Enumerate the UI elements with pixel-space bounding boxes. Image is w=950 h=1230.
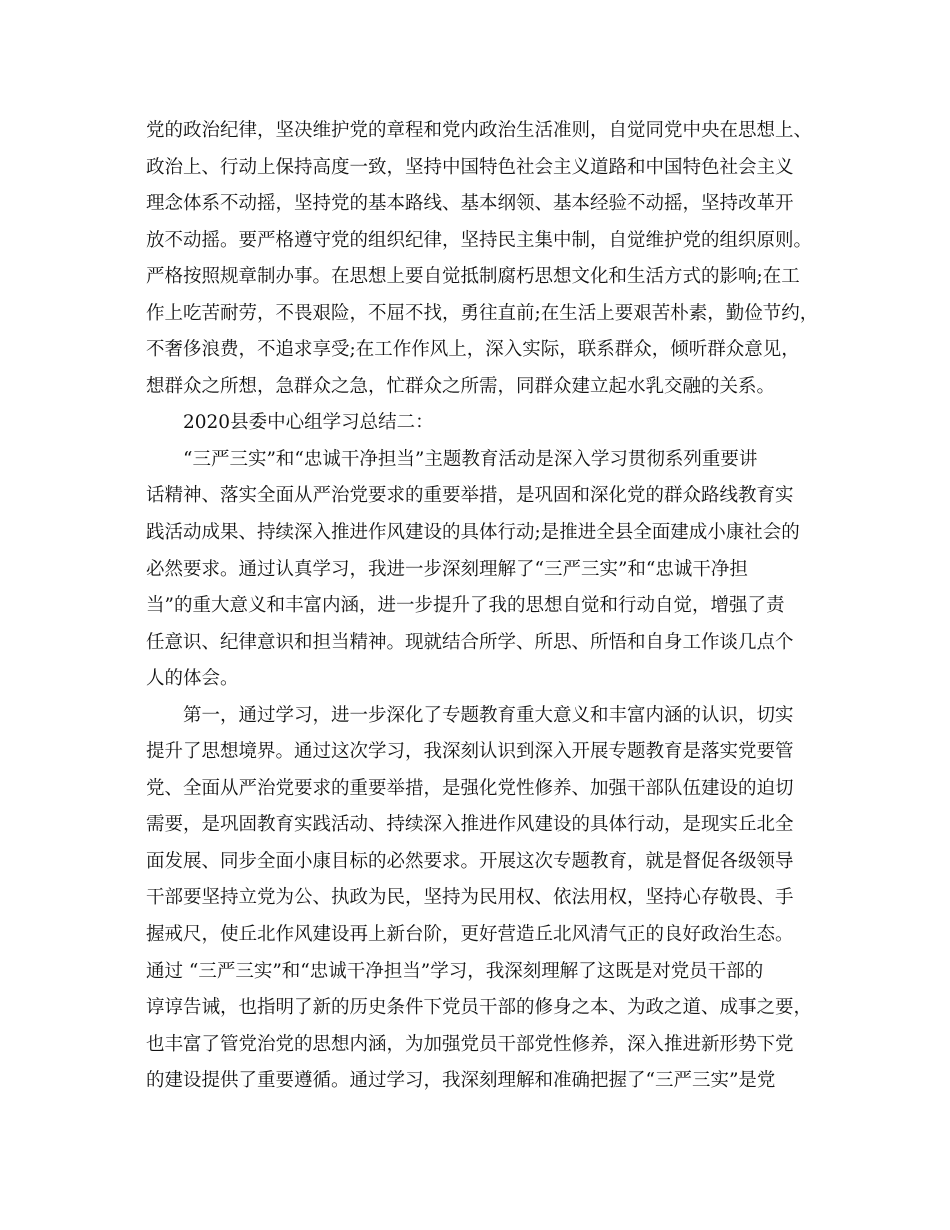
text-line: 的建设提供了重要遵循。通过学习，我深刻理解和准确把握了“三严三实”是党 [146,1070,776,1092]
text-line: 需要，是巩固教育实践活动、持续深入推进作风建设的具体行动，是现实丘北全 [146,814,794,836]
text-line: 任意识、纪律意识和担当精神。现就结合所学、所思、所悟和自身工作谈几点个 [146,631,794,653]
text-line: 党、全面从严治党要求的重要举措，是强化党性修养、加强干部队伍建设的迫切 [146,777,794,799]
text-line: 当”的重大意义和丰富内涵，进一步提升了我的思想自觉和行动自觉，增强了责 [146,595,785,617]
text-line: 提升了思想境界。通过这次学习，我深刻认识到深入开展专题教育是落实党要管 [146,741,794,763]
text-line: 干部要坚持立党为公、执政为民，坚持为民用权、依法用权，坚持心存敬畏、手 [146,887,794,909]
text-line: 严格按照规章制办事。在思想上要自觉抵制腐朽思想文化和生活方式的影响;在工 [146,266,800,288]
text-line: 话精神、落实全面从严治党要求的重要举措，是巩固和深化党的群众路线教育实 [146,485,794,507]
text-line: 作上吃苦耐劳，不畏艰险，不屈不找，勇往直前;在生活上要艰苦朴素，勤俭节约， [146,302,819,324]
text-line: 握戒尺，使丘北作风建设再上新台阶，更好营造丘北风清气正的良好政治生态。 [146,924,794,946]
text-line: 政治上、行动上保持高度一致，坚持中国特色社会主义道路和中国特色社会主义 [146,156,794,178]
text-line: 党的政治纪律，坚决维护党的章程和党内政治生活准则，自觉同党中央在思想上、 [146,120,813,141]
document-body [146,113,826,1100]
text-line: 践活动成果、持续深入推进作风建设的具体行动;是推进全县全面建成小康社会的 [146,522,800,544]
text-line: 不奢侈浪费，不追求享受;在工作作风上，深入实际，联系群众，倾听群众意见， [146,339,800,361]
text-line: 谆谆告诫，也指明了新的历史条件下党员干部的修身之本、为政之道、成事之要， [146,997,813,1019]
text-line: 必然要求。通过认真学习，我进一步深刻理解了“三严三实”和“忠诚干净担 [146,558,748,580]
text-line: 想群众之所想，急群众之急，忙群众之所需，同群众建立起水乳交融的关系。 [146,375,776,397]
text-line: 第一，通过学习，进一步深化了专题教育重大意义和丰富内涵的认识，切实 [183,704,794,726]
text-line: 人的体会。 [146,668,239,690]
section-heading: 2020县委中心组学习总结二： [183,412,434,434]
text-line: 理念体系不动摇，坚持党的基本路线、基本纲领、基本经验不动摇，坚持改革开 [146,193,794,215]
text-line: 也丰富了管党治党的思想内涵，为加强党员干部党性修养，深入推进新形势下党 [146,1033,794,1055]
text-line: 通过 “三严三实”和“忠诚干净担当”学习，我深刻理解了这既是对党员干部的 [146,960,764,982]
text-line: “三严三实”和“忠诚干净担当”主题教育活动是深入学习贯彻系列重要讲 [183,448,758,470]
text-line: 面发展、同步全面小康目标的必然要求。开展这次专题教育，就是督促各级领导 [146,850,794,872]
text-line: 放不动摇。要严格遵守党的组织纪律，坚持民主集中制，自觉维护党的组织原则。 [146,229,813,251]
